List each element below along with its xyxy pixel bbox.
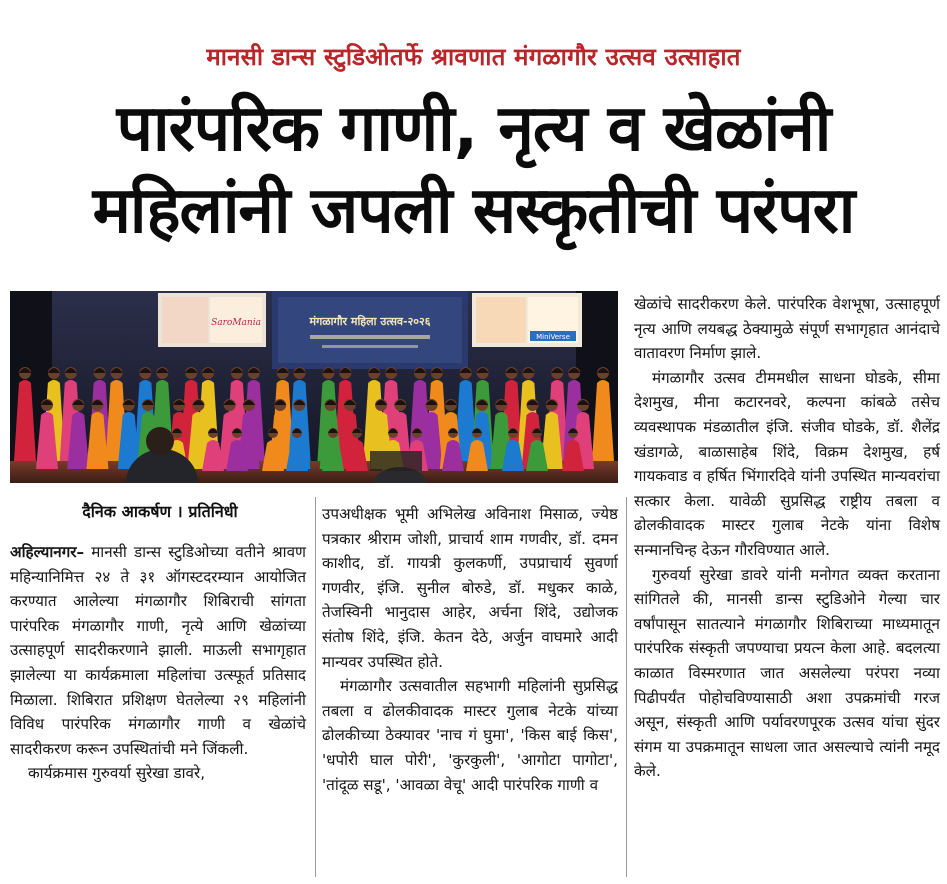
headline-line-1: पारंपरिक गाणी, नृत्य व खेळांनी [116,92,831,166]
banner-text: मंगळागौर महिला उत्सव-२०२६ [309,315,431,328]
paragraph-1-text: मानसी डान्स स्टुडिओच्या वतीने श्रावण महिन्यानिमित्त २४ ते ३१ ऑगस्टदरम्यान आयोजित करण्यात आलेल्या मंगळागौर शिबिराची सांगता पारंपरिक मंगळागौर गाणी, नृत्ये आणि खेळांच्या उत्साहपूर्ण सादरीकरणाने झाली. माऊली सभागृहात झालेल्या या कार्यक्रमाला महिलांचा उत्स्फूर्त प्रतिसाद मिळाला. शिबिरात प्रशिक्षण घेतलेल्या २९ महिलांनी विविध पारंपरिक मंगळागौर गाणी व खेळांचे सादरीकरण करून उपस्थितांची मने जिंकली. [10,543,307,758]
group-photo-illustration [10,291,618,483]
sponsor-left-text: SaroMania [211,318,261,328]
paragraph-4: मंगळागौर उत्सवातील सहभागी महिलांनी सुप्रसिद्ध तबला व ढोलकीवादक मास्टर गुलाब नेटके यांच्या ढोलकीच्या ठेक्यावर 'नाच गं घुमा', 'किस बाई किस', 'धपोरी घाल पोरी', 'कुरकुली', 'आगोटा पागोटा', 'तांदूळ सडू', 'आवळा वेचू' आदी पारंपरिक गाणी व [322,677,618,794]
article-column-3 [634,292,940,784]
paragraph-6: मंगळागौर उत्सव टीममधील साधना घोडके, सीमा देशमुख, मीना कटारनवरे, कल्पना कांबळे तसेच व्यवस्थापक मंडळातील इंजि. संजीव घोडके, डॉ. शैलेंद्र खंडागळे, बाळासाहेब शिंदे, विक्रम देशमुख, हर्ष गायकवाड व हर्षित भिंगारदिवे यांनी उपस्थित मान्यवरांचा सत्कार केला. यावेळी सुप्रसिद्ध राष्ट्रीय तबला व ढोलकीवादक मास्टर गुलाब नेटके यांना विशेष सन्मानचिन्ह देऊन गौरविण्यात आले. [634,368,940,559]
dateline: अहिल्यानगर– [10,543,85,561]
column-divider-2 [626,497,627,877]
sponsor-right-text: MiniVerse [536,333,570,341]
paragraph-7: गुरुवर्या सुरेखा डावरे यांनी मनोगत व्यक्त करताना सांगितले की, मानसी डान्स स्टुडिओने गेल्या चार वर्षांपासून सातत्याने मंगळागौर शिबिराच्या माध्यमातून पारंपरिक संस्कृती जपण्याचा प्रयत्न केला आहे. बदलत्या काळात विस्मरणात जात असलेल्या परंपरा नव्या पिढीपर्यंत पोहोचविण्यासाठी अशा उपक्रमांची गरज असून, संस्कृती आणि पर्यावरणपूरक उत्सव यांचा सुंदर संगम या उपक्रमातून साधला जात असल्याचे त्यांनी नमूद केले. [634,565,940,781]
paragraph-1 [10,540,306,761]
headline-line-2: महिलांनी जपली सस्कृतीची परंपरा [92,174,855,248]
paragraph-3: उपअधीक्षक भूमी अभिलेख अविनाश मिसाळ, ज्येष्ठ पत्रकार श्रीराम जोशी, प्राचार्य शाम गणवीर, डॉ. दमन काशीद, डॉ. गायत्री कुलकर्णी, उपप्राचार्य सुवर्णा गणवीर, इंजि. सुनील बोरुडे, डॉ. मधुकर काळे, तेजस्विनी भानुदास आहेर, अर्चना शिंदे, उद्योजक संतोष शिंदे, इंजि. केतन देठे, अर्जुन वाघमारे आदी मान्यवर उपस्थित होते. [322,505,618,671]
event-photo [10,291,618,483]
article-kicker: मानसी डान्स स्टुडिओतर्फे श्रावणात मंगळागौर उत्सव उत्साहात [206,43,741,71]
article-column-2 [322,502,618,797]
column-divider-1 [315,497,316,877]
article-column-1 [10,540,306,786]
paragraph-2: कार्यक्रमास गुरुवर्या सुरेखा डावरे, [28,764,206,783]
article-headline [0,88,947,252]
paragraph-5: खेळांचे सादरीकरण केले. पारंपरिक वेशभूषा, उत्साहपूर्ण नृत्य आणि लयबद्ध ठेक्यामुळे संपूर्ण सभागृहात आनंदाचे वातावरण निर्माण झाले. [634,295,940,363]
byline: दैनिक आकर्षण । प्रतिनिधी [82,502,238,521]
